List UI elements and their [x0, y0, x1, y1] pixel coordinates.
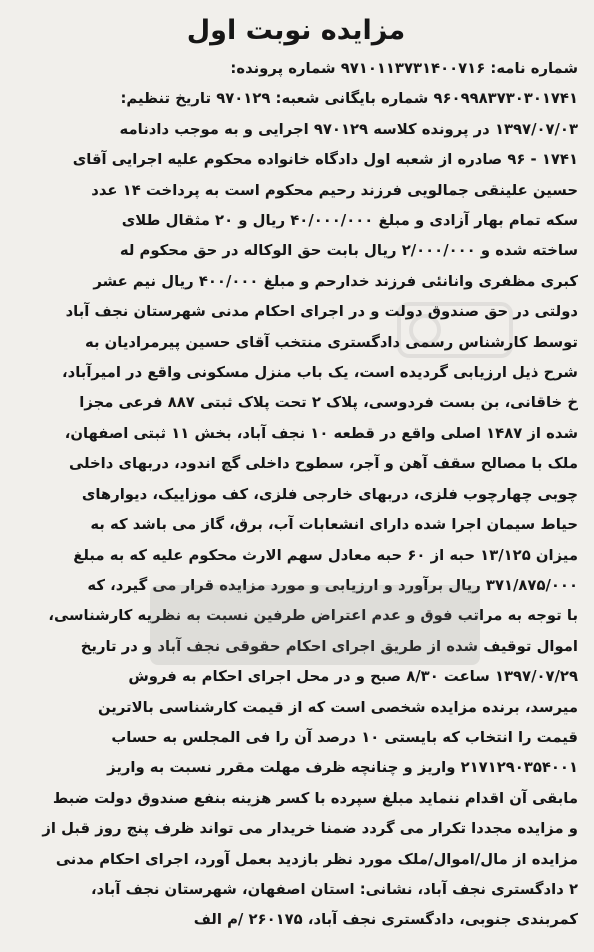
- notice-line: شرح ذیل ارزیابی گردیده است، یک باب منزل مسکونی واقع در امیرآباد،: [62, 364, 578, 382]
- notice-title: مزایده نوبت اول: [186, 15, 406, 46]
- notice-line: کمربندی جنوبی، دادگستری نجف آباد، ۲۶۰۱۷۵ /م الف: [193, 911, 578, 929]
- notice-line: ۱۷۴۱ - ۹۶ صادره از شعبه اول دادگاه خانواده محکوم علیه اجرایی آقای: [72, 151, 578, 169]
- notice-line: ساخته شده و ۲/۰۰۰/۰۰۰ ریال بابت حق الوکاله در حق محکوم له: [119, 242, 578, 260]
- notice-line: سکه تمام بهار آزادی و مبلغ ۴۰/۰۰۰/۰۰۰ ریال و ۲۰ مثقال طلای: [121, 212, 578, 230]
- notice-line: ۱۳۹۷/۰۷/۲۹ ساعت ۸/۳۰ صبح و در محل اجرای احکام به فروش: [128, 668, 578, 686]
- notice-line: شده از ۱۴۸۷ اصلی واقع در قطعه ۱۰ نجف آباد، بخش ۱۱ ثبتی اصفهان،: [64, 424, 578, 442]
- notice-line: قیمت را انتخاب که بایستی ۱۰ درصد آن را فی المجلس به حساب: [111, 728, 578, 746]
- notice-line: میزان ۱۳/۱۲۵ حبه از ۶۰ حبه معادل سهم الارث محکوم علیه که به مبلغ: [73, 546, 578, 564]
- notice-line: اموال توقیف شده از طریق اجرای احکام حقوقی نجف آباد و در تاریخ: [80, 637, 578, 655]
- notice-body: [14, 54, 578, 936]
- notice-line: ۱۳۹۷/۰۷/۰۳ در پرونده کلاسه ۹۷۰۱۲۹ اجرایی و به موجب دادنامه: [119, 120, 578, 138]
- notice-line: ۹۶۰۹۹۸۳۷۳۰۳۰۱۷۴۱ شماره بایگانی شعبه: ۹۷۰۱۲۹ تاریخ تنظیم:: [120, 90, 578, 108]
- notice-line: و مزایده مجددا تکرار می گردد ضمنا خریدار می تواند ظرف پنج روز قبل از: [42, 820, 578, 838]
- notice-line: چوبی چهارچوب فلزی، دربهای خارجی فلزی، کف موزاییک، دیوارهای: [81, 485, 578, 503]
- notice-line: حیاط سیمان اجرا شده دارای انشعابات آب، برق، گاز می باشد که به: [90, 516, 578, 534]
- notice-line: ۳۷۱/۸۷۵/۰۰۰ ریال برآورد و ارزیابی و مورد مزایده قرار می گیرد، که: [87, 576, 578, 594]
- notice-line: ۲۱۷۱۲۹۰۳۵۴۰۰۱ واریز و چنانچه ظرف مهلت مقرر نسبت به واریز: [107, 759, 578, 777]
- notice-line: حسین علینقی جمالویی فرزند رحیم محکوم است به پرداخت ۱۴ عدد: [91, 181, 578, 199]
- notice-line: کبری مظفری وانانئی فرزند خدارحم و مبلغ ۴۰۰/۰۰۰ ریال نیم عشر: [93, 272, 578, 290]
- notice-line: با توجه به مراتب فوق و عدم اعتراض طرفین نسبت به نظریه کارشناسی،: [48, 607, 578, 625]
- notice-line: توسط کارشناس رسمی دادگستری منتخب آقای حسین پیرمرادیان به: [84, 333, 578, 351]
- notice-line: دولتی در حق صندوق دولت و در اجرای احکام مدنی شهرستان نجف آباد: [65, 303, 578, 321]
- notice-line: ۲ دادگستری نجف آباد، نشانی: استان اصفهان، شهرستان نجف آباد،: [91, 880, 578, 898]
- notice-line: مزایده از مال/اموال/ملک مورد نظر بازدید بعمل آورد، اجرای احکام مدنی: [55, 850, 578, 868]
- notice-line: خ خاقانی، بن بست فردوسی، پلاک ۲ تحت پلاک ثبتی ۸۸۷ فرعی مجزا: [79, 394, 578, 412]
- notice-line: ملک با مصالح سقف آهن و آجر، سطوح داخلی گچ اندود، دربهای داخلی: [68, 455, 578, 473]
- notice-line: شماره نامه: ۹۷۱۰۱۱۳۷۳۱۴۰۰۷۱۶ شماره پرونده:: [230, 60, 578, 77]
- notice-line: مابقی آن اقدام ننماید مبلغ سپرده با کسر هزینه بنفع صندوق دولت ضبط: [52, 789, 578, 807]
- notice-line: میرسد، برنده مزایده شخصی است که از قیمت کارشناسی بالاترین: [97, 698, 578, 716]
